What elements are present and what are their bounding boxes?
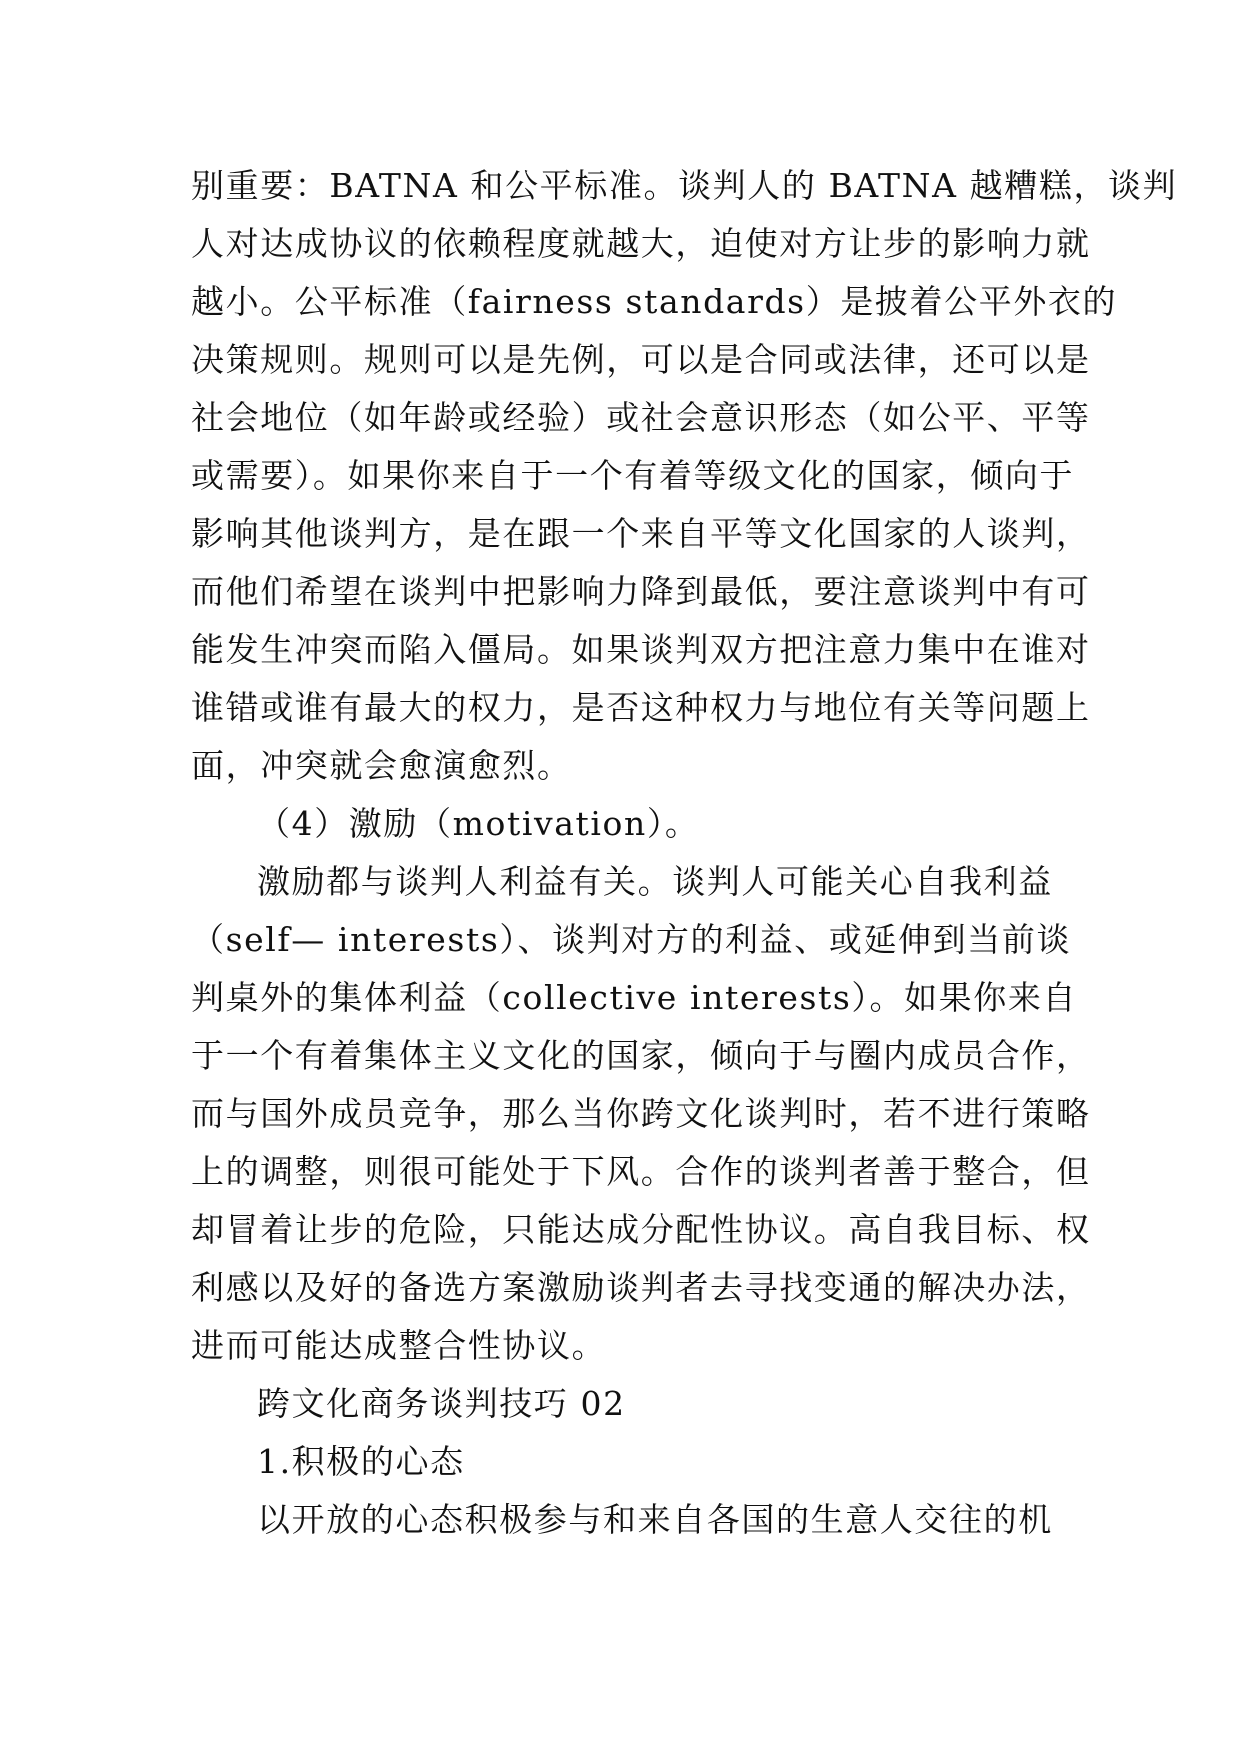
text-line: 利感以及好的备选方案激励谈判者去寻找变通的解决办法， — [191, 1268, 1091, 1307]
document-body — [191, 157, 1178, 1549]
paragraph — [191, 853, 1091, 1375]
text-line: 决策规则。规则可以是先例，可以是合同或法律，还可以是 — [191, 340, 1091, 379]
text-line: （self— interests）、谈判对方的利益、或延伸到当前谈 — [191, 920, 1072, 959]
text-line: （4）激励（motivation）。 — [257, 804, 700, 843]
text-line: 却冒着让步的危险，只能达成分配性协议。高自我目标、权 — [191, 1210, 1091, 1249]
text-line: 人对达成协议的依赖程度就越大，迫使对方让步的影响力就 — [191, 224, 1091, 263]
text-line: 而与国外成员竞争，那么当你跨文化谈判时，若不进行策略 — [191, 1094, 1091, 1133]
text-line: 以开放的心态积极参与和来自各国的生意人交往的机 — [257, 1500, 1053, 1539]
paragraph — [191, 1433, 1051, 1491]
text-line: 社会地位（如年龄或经验）或社会意识形态（如公平、平等 — [191, 398, 1091, 437]
text-line: 跨文化商务谈判技巧 02 — [257, 1384, 626, 1423]
paragraph — [191, 1375, 1051, 1433]
text-line: 别重要：BATNA 和公平标准。谈判人的 BATNA 越糟糕，谈判 — [191, 166, 1178, 205]
text-line: 判桌外的集体利益（collective interests）。如果你来自 — [191, 978, 1078, 1017]
text-line: 于一个有着集体主义文化的国家，倾向于与圈内成员合作， — [191, 1036, 1091, 1075]
text-line: 或需要）。如果你来自于一个有着等级文化的国家，倾向于 — [191, 456, 1075, 495]
text-line: 面，冲突就会愈演愈烈。 — [191, 746, 572, 785]
text-line: 越小。公平标准（fairness standards）是披着公平外衣的 — [191, 282, 1118, 321]
text-line: 而他们希望在谈判中把影响力降到最低，要注意谈判中有可 — [191, 572, 1091, 611]
text-line: 1.积极的心态 — [257, 1442, 465, 1481]
text-line: 激励都与谈判人利益有关。谈判人可能关心自我利益 — [257, 862, 1053, 901]
text-line: 能发生冲突而陷入僵局。如果谈判双方把注意力集中在谁对 — [191, 630, 1091, 669]
text-line: 进而可能达成整合性协议。 — [191, 1326, 607, 1365]
text-line: 谁错或谁有最大的权力，是否这种权力与地位有关等问题上 — [191, 688, 1091, 727]
text-line: 影响其他谈判方，是在跟一个来自平等文化国家的人谈判， — [191, 514, 1091, 553]
paragraph — [191, 795, 1051, 853]
text-line: 上的调整，则很可能处于下风。合作的谈判者善于整合，但 — [191, 1152, 1091, 1191]
paragraph — [191, 1491, 1051, 1549]
paragraph — [191, 157, 1178, 795]
